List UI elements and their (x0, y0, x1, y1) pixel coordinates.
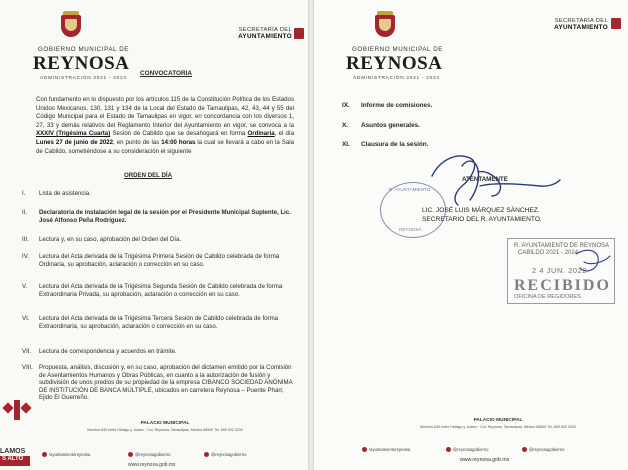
received-stamp-date: 2 4 JUN. 2022 (532, 266, 588, 275)
agenda-item-text: Clausura de la sesión. (361, 141, 429, 148)
twitter-icon (446, 447, 451, 452)
agenda-item-number: IV. (22, 253, 29, 260)
facebook-icon (362, 447, 367, 452)
website-link[interactable]: www.reynosa.gob.mx (460, 457, 510, 463)
intro-text-3: , el día (274, 130, 294, 138)
social-links (362, 447, 612, 455)
twitter-handle: @reynosagobierno (453, 447, 489, 452)
intro-date: Lunes 27 de junio de 2022 (36, 138, 114, 146)
intro-time: 14:00 horas (161, 138, 196, 146)
facebook-link[interactable] (362, 447, 410, 452)
signer-name: LIC. JOSÉ LUIS MÁRQUEZ SÁNCHEZ. (422, 207, 540, 214)
footer (388, 418, 608, 429)
secretaria-line1: SECRETARÍA DEL (238, 27, 292, 33)
header-admin: ADMINISTRACIÓN 2021 - 2024 (353, 76, 440, 81)
agenda-item-text: Lectura y, en su caso, aprobación del Orden del Día. (39, 236, 182, 243)
footer-address: Morelos 645 entre Hidalgo y Juárez · Col. Reynosa, Tamaulipas, México 88500 Tel. 899 932 3200 (420, 425, 576, 429)
agenda-item-text: Informe de comisiones. (361, 102, 433, 109)
agenda-item-text: Lectura del Acta derivada de la Trigésima Primera Sesión de Cabildo celebrada de forma Ordinaria, su aprobación, aclaración o corrección en su caso. (39, 253, 280, 268)
campaign-logo-line2: S ALTO (0, 456, 30, 466)
agenda-item-number: VI. (22, 315, 30, 322)
header-gob: GOBIERNO MUNICIPAL DE (352, 46, 443, 53)
agenda-item-number: I. (22, 190, 26, 197)
agenda-item-number: IX. (342, 102, 350, 109)
received-stamp-line2: CABILDO 2021 - 2024 (518, 250, 579, 256)
secretaria-line1: SECRETARÍA DEL (554, 18, 608, 24)
received-stamp (507, 238, 615, 304)
twitter-link[interactable] (446, 447, 488, 452)
website-link[interactable]: www.reynosa.gob.mx (128, 462, 176, 468)
signer-title: SECRETARIO DEL R. AYUNTAMIENTO. (422, 215, 542, 223)
instagram-link[interactable] (522, 447, 564, 452)
agenda-item-number: III. (22, 236, 29, 243)
agenda-item-text: Declaratoria de instalación legal de la sesión por el Presidente Municipal Suplente, Lic. José Alfonso Peña Rodríguez. (39, 209, 291, 224)
instagram-icon (522, 447, 527, 452)
instagram-handle: @reynosagobierno (529, 447, 565, 452)
agenda-item-text: Lectura del Acta derivada de la Trigésima Tercera Sesión de Cabildo celebrada de forma Extraordinaria, su aprobación, aclaración o corrección en su caso. (39, 315, 279, 330)
header-gob: GOBIERNO MUNICIPAL DE (38, 46, 129, 53)
facebook-handle: /ayuntamientoreynosa (49, 452, 91, 457)
received-stamp-recibido: RECIBIDO (514, 277, 611, 294)
intro-text-1: Con fundamento en lo dispuesto por los artículos 115 de la Constitución Política de los Estados Unidos Mexicanos, 130, 131 y 134 de la Local del Estado de Tamaulipas, 42, 43, 44 y 55 del Código Municipal para el Estado de Tamaulipas en vigor, en concordancia con los diversos 1, 27, 33 y demás relativos del Reglamento Interior del Ayuntamiento en vigor, se convoca a la (36, 96, 294, 129)
agenda-item-text: Asuntos generales. (361, 122, 420, 129)
footer-palacio: PALACIO MUNICIPAL (473, 418, 523, 423)
instagram-handle: @reynosagobierno (211, 452, 247, 457)
agenda-item-number: VII. (22, 348, 32, 355)
header-admin: ADMINISTRACIÓN 2021 - 2024 (40, 76, 127, 81)
header-city: REYNOSA (33, 53, 130, 74)
campaign-logo-line1: LAMOS (0, 448, 26, 455)
round-stamp-bottom: REYNOSA (399, 227, 422, 232)
agenda-item-text: Propuesta, análisis, discusión y, en su caso, aprobación del dictamen emitido por la Comisión de Asentamientos Humanos y Obras Públicas, en cuanto a la autorización de fusión y subdivisión de unos predios de su propiedad de la empresa CIBANCO SOCIEDAD ANÓNIMA DE INSTITUCIÓN DE BANCA MÚLTIPLE, ubicados en carretera Reynosa – Puente Pharr, Ejido El Guerreño. (39, 364, 293, 402)
header-city: REYNOSA (346, 53, 443, 74)
atentamente-label: ATENTAMENTE (462, 176, 508, 183)
agenda-item-text: Lectura de correspondencia y acuerdos en trámite. (39, 348, 177, 355)
twitter-handle: @reynosagobierno (135, 452, 171, 457)
secretaria-line2: AYUNTAMIENTO (554, 24, 608, 31)
received-stamp-line1: R. AYUNTAMIENTO DE REYNOSA (514, 243, 610, 249)
agenda-item-number: VIII. (22, 364, 33, 371)
footer-address: Morelos 645 entre Hidalgo y Juárez · Col. Reynosa, Tamaulipas, México 88500 Tel. 899 932 3200 (87, 428, 243, 432)
intro-text-2: Sesión de Cabildo que se desahogará en forma (110, 130, 248, 138)
facebook-handle: /ayuntamientoreynosa (369, 447, 411, 452)
agenda-item-number: XI. (342, 141, 350, 148)
intro-text-4: , en punto de las (113, 138, 162, 146)
convocatoria-title: CONVOCATORIA (140, 70, 192, 77)
agenda-item-text: Lista de asistencia. (39, 190, 91, 197)
received-stamp-oficina: OFICINA DE REGIDORES (514, 294, 581, 300)
signer-block (422, 207, 542, 224)
round-stamp-top: R. AYUNTAMIENTO (389, 187, 431, 192)
intro-text-5: la cual se llevará a cabo en la Sala de Cabildo, sometiéndose a su consideración el siguiente (36, 138, 294, 155)
agenda-item-text: Lectura del Acta derivada de la Trigésima Segunda Sesión de Cabildo celebrada de forma Extraordinaria Privada, su aprobación, aclaración o corrección en su caso. (39, 283, 283, 298)
secretaria-line2: AYUNTAMIENTO (238, 33, 292, 40)
footer-palacio: PALACIO MUNICIPAL (140, 421, 190, 426)
intro-session-type: Ordinaria (247, 130, 275, 138)
agenda-item-number: II. (22, 209, 28, 216)
agenda-item-number: V. (22, 283, 28, 290)
agenda-item-number: X. (342, 122, 349, 129)
intro-session-number: XXXIV (Trigésima Cuarta) (36, 130, 111, 138)
orden-del-dia-title: ORDEN DEL DÍA (124, 172, 172, 179)
